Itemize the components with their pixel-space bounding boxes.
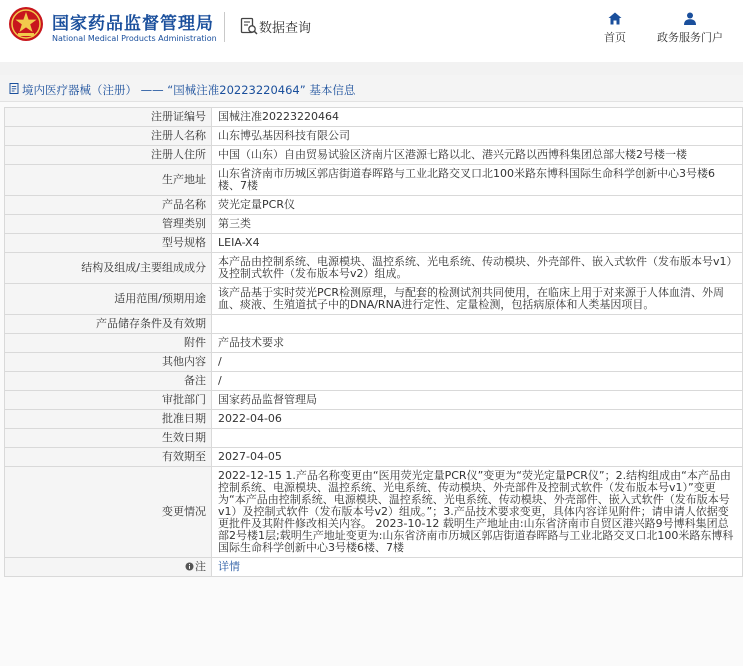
row-label: 管理类别 [5,215,212,234]
row-label: 其他内容 [5,353,212,372]
site-subtitle: National Medical Products Administration [52,34,217,43]
table-row-note [5,558,743,577]
info-icon [185,562,194,571]
row-value: 产品技术要求 [212,334,743,353]
row-value: / [212,353,743,372]
row-value: 本产品由控制系统、电源模块、温控系统、光电系统、传动模块、外壳部件、嵌入式软件（发布版本号v1）及控制式软件（发布版本号v2）组成。 [212,253,743,284]
row-label: 型号规格 [5,234,212,253]
row-value [212,315,743,334]
header-gap [0,62,743,75]
row-value: 2022-04-06 [212,410,743,429]
row-value: 山东省济南市历城区郭店街道春晖路与工业北路交叉口北100米路东博科国际生命科学创新中心3号楼6楼、7楼 [212,165,743,196]
row-label: 批准日期 [5,410,212,429]
table-row [5,315,743,334]
row-value: 该产品基于实时荧光PCR检测原理，与配套的检测试剂共同使用，在临床上用于对来源于人体血清、外周血、痰液、生殖道拭子中的DNA/RNA进行定性、定量检测，包括病原体和人类基因项目。 [212,284,743,315]
table-row [5,391,743,410]
table-row [5,410,743,429]
nav-home[interactable] [600,12,630,45]
table-row [5,448,743,467]
nav-home-label: 首页 [604,31,626,44]
row-value: 山东博弘基因科技有限公司 [212,127,743,146]
site-title: 国家药品监督管理局 [52,14,214,34]
table-row [5,215,743,234]
row-value: LEIA-X4 [212,234,743,253]
data-query-label[interactable]: 数据查询 [259,21,312,36]
row-value [212,429,743,448]
table-row [5,146,743,165]
row-label: 审批部门 [5,391,212,410]
row-label: 结构及组成/主要组成成分 [5,253,212,284]
row-value: 中国（山东）自由贸易试验区济南片区港源七路以北、港兴元路以西博科集团总部大楼2号楼一楼 [212,146,743,165]
table-row [5,429,743,448]
row-label: 注册人名称 [5,127,212,146]
row-label: 备注 [5,372,212,391]
site-header [0,0,743,62]
row-value: 第三类 [212,215,743,234]
row-value: 荧光定量PCR仪 [212,196,743,215]
table-row [5,284,743,315]
table-row [5,334,743,353]
home-icon [608,12,622,25]
row-label: 产品名称 [5,196,212,215]
detail-table [4,107,743,577]
row-label: 生产地址 [5,165,212,196]
table-row [5,467,743,558]
row-value: 2022-12-15 1.产品名称变更由“医用荧光定量PCR仪”变更为“荧光定量PCR仪”；2.结构组成由“本产品由控制系统、电源模块、温控系统、光电系统、传动模块、外壳部件及控制式软件（发布版本号v1）”变更为“本产品由控制系统、电源模块、温控系统、光电系统、传动模块、外壳部件、嵌入式软件（发布版本号v1）及控制式软件（发布版本号v2）组成。”；3.产品技术要求变更，具体内容详见附件；请申请人依据变更批件及其附件修改相关内容。 2023-10-12 载明生产地址由:山东省济南市自贸区港兴路9号博科集团总部2号楼1层;载明生产地址变更为:山东省济南市历城区郭店街道春晖路与工业北路交叉口北100米路东博科国际生命科学创新中心3号楼6楼、7楼 [212,467,743,558]
row-value: / [212,372,743,391]
breadcrumb-text: 境内医疗器械（注册） —— “国械注准20223220464” 基本信息 [22,83,356,97]
note-label: 注 [195,560,206,573]
user-icon [683,12,697,25]
document-icon [9,83,20,94]
table-row [5,253,743,284]
table-row [5,165,743,196]
nmpa-emblem-icon [8,6,44,42]
table-row [5,353,743,372]
note-value-cell [212,558,743,577]
detail-panel [0,102,743,666]
row-label: 适用范围/预期用途 [5,284,212,315]
note-label-cell [5,558,212,577]
breadcrumb [0,75,743,102]
row-label: 附件 [5,334,212,353]
row-label: 变更情况 [5,467,212,558]
row-value: 国家药品监督管理局 [212,391,743,410]
nav-gov-label: 政务服务门户 [657,31,723,44]
detail-link[interactable]: 详情 [218,560,240,573]
table-row [5,108,743,127]
row-value: 2027-04-05 [212,448,743,467]
nav-gov-service[interactable] [652,12,728,45]
table-row [5,196,743,215]
row-label: 注册人住所 [5,146,212,165]
table-row [5,372,743,391]
header-divider [224,12,225,42]
row-label: 有效期至 [5,448,212,467]
table-row [5,234,743,253]
row-label: 产品储存条件及有效期 [5,315,212,334]
search-document-icon [240,17,258,35]
row-label: 生效日期 [5,429,212,448]
table-row [5,127,743,146]
row-label: 注册证编号 [5,108,212,127]
row-value: 国械注准20223220464 [212,108,743,127]
